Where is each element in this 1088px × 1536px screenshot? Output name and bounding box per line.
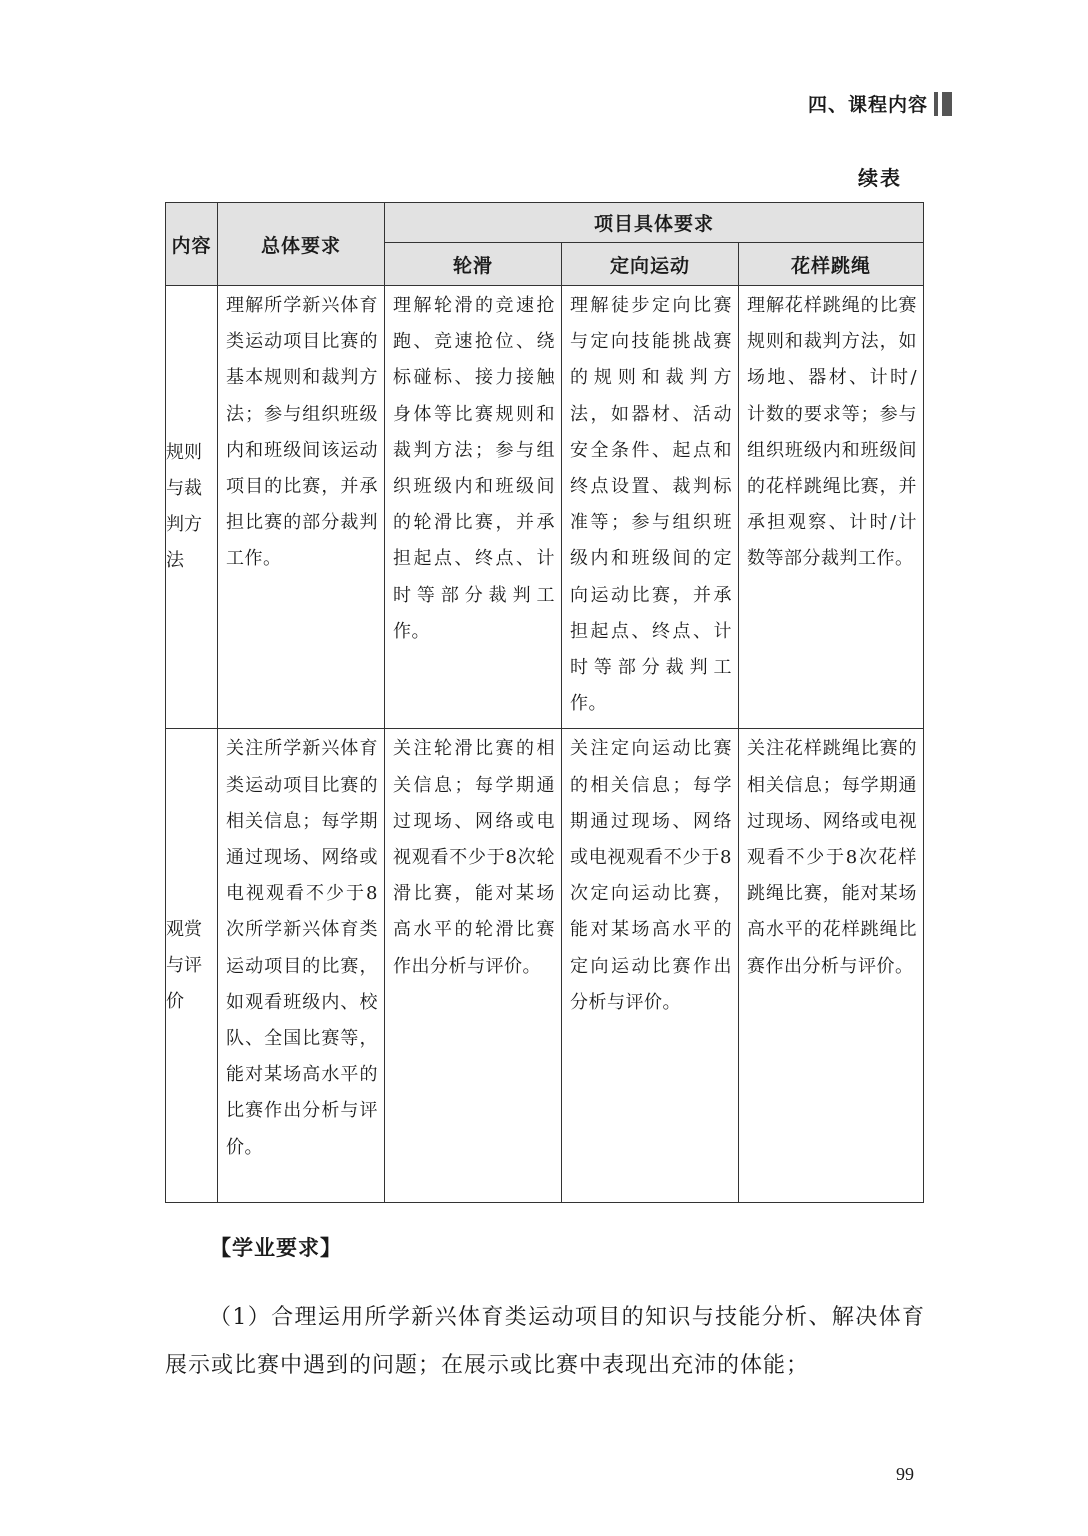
cell-general: 理解所学新兴体育类运动项目比赛的基本规则和裁判方法；参与组织班级内和班级间该运动项目的比赛，并承担比赛的部分裁判工作。: [226, 295, 378, 570]
cell-roller: 理解轮滑的竞速抢跑、竞速抢位、绕标碰标、接力接触身体等比赛规则和裁判方法；参与组织班级内和班级间的轮滑比赛，并承担起点、终点、计时等部分裁判工作。: [393, 295, 555, 642]
cell-orienteering: 关注定向运动比赛的相关信息；每学期通过现场、网络或电视观看不少于8次定向运动比赛，能对某场高水平的定向运动比赛作出分析与评价。: [570, 738, 732, 1013]
header-general: 总体要求: [218, 203, 385, 286]
header-specific: 项目具体要求: [385, 203, 924, 243]
section-title: 【学业要求】: [210, 1236, 342, 1260]
page-number: 99: [896, 1464, 914, 1484]
row-category: 观赏与评价: [166, 729, 218, 1203]
curriculum-table: [165, 202, 924, 1203]
header-project-rope: 花样跳绳: [739, 243, 924, 286]
header-project-roller: 轮滑: [385, 243, 562, 286]
row-category: 规则与裁判方法: [166, 286, 218, 729]
table-row: [166, 729, 924, 1203]
body-paragraph: （1）合理运用所学新兴体育类运动项目的知识与技能分析、解决体育展示或比赛中遇到的问题；在展示或比赛中表现出充沛的体能；: [165, 1305, 925, 1378]
cell-roller: 关注轮滑比赛的相关信息；每学期通过现场、网络或电视观看不少于8次轮滑比赛，能对某场高水平的轮滑比赛作出分析与评价。: [393, 738, 555, 977]
cell-general: 关注所学新兴体育类运动项目比赛的相关信息；每学期通过现场、网络或电视观看不少于8次所学新兴体育类运动项目的比赛，如观看班级内、校队、全国比赛等，能对某场高水平的比赛作出分析与评价。: [226, 738, 378, 1158]
header-project-orienteering: 定向运动: [562, 243, 739, 286]
table-row: [166, 286, 924, 729]
cell-orienteering: 理解徒步定向比赛与定向技能挑战赛的规则和裁判方法，如器材、活动安全条件、起点和终点设置、裁判标准等；参与组织班级内和班级间的定向运动比赛，并承担起点、终点、计时等部分裁判工作。: [570, 295, 732, 715]
cell-rope: 理解花样跳绳的比赛规则和裁判方法，如场地、器材、计时/计数的要求等；参与组织班级内和班级间的花样跳绳比赛，并承担观察、计时/计数等部分裁判工作。: [747, 295, 918, 570]
running-header: 四、课程内容: [807, 94, 928, 116]
header-content: 内容: [166, 203, 218, 286]
cell-rope: 关注花样跳绳比赛的相关信息；每学期通过现场、网络或电视观看不少于8次花样跳绳比赛，能对某场高水平的花样跳绳比赛作出分析与评价。: [747, 738, 918, 977]
continued-label: 续表: [858, 166, 902, 190]
